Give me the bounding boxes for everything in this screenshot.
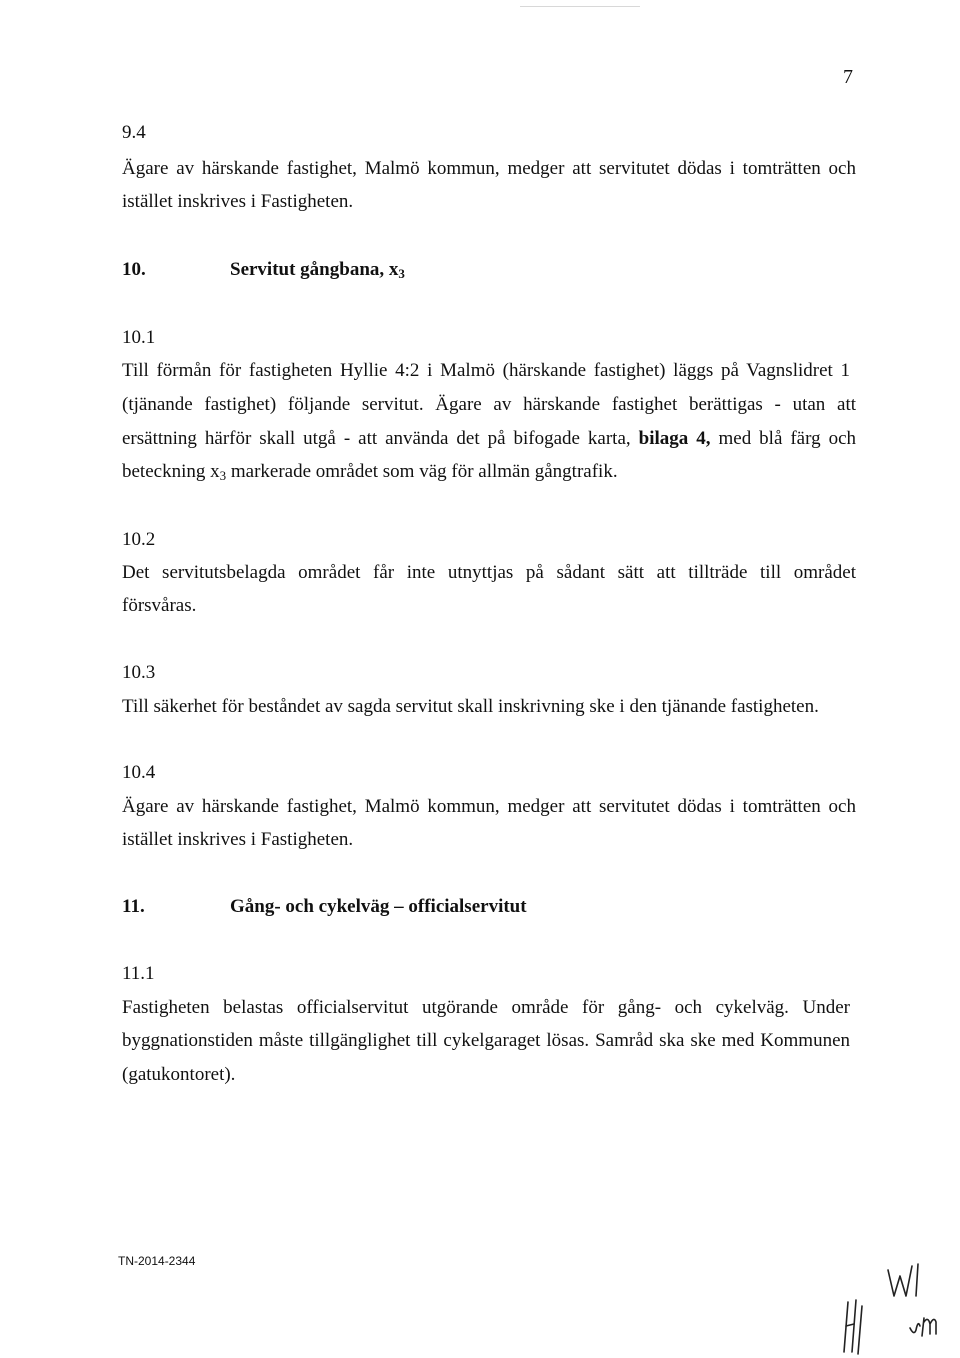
section-number-10-2: 10.2 bbox=[122, 529, 156, 550]
section-11-1-line-3: (gatukontoret). bbox=[122, 1064, 236, 1085]
section-10-title: Servitut gångbana, x bbox=[230, 259, 399, 280]
section-10-1-line-4 bbox=[122, 461, 618, 487]
section-number-10-3: 10.3 bbox=[122, 662, 156, 683]
section-10-4-line-2: istället inskrives i Fastigheten. bbox=[122, 829, 354, 850]
section-number-10: 10. bbox=[122, 259, 146, 280]
section-11-title: Gång- och cykelväg – officialservitut bbox=[230, 896, 527, 917]
x3-subscript: 3 bbox=[219, 468, 227, 483]
section-number-10-1: 10.1 bbox=[122, 327, 156, 348]
handwritten-initials bbox=[820, 1256, 940, 1356]
section-10-1-line-3 bbox=[122, 428, 856, 450]
section-11-1-line-2: byggnationstiden måste tillgänglighet till cykelgaraget lösas. Samråd ska ske med Kommunen bbox=[122, 1030, 850, 1051]
bilaga-reference: bilaga 4, bbox=[638, 428, 711, 449]
section-10-1-line-4-start: beteckning x bbox=[122, 461, 220, 482]
section-10-1-line-3-start: ersättning härför skall utgå - att använda det på bifogade karta, bbox=[122, 428, 631, 449]
section-10-1-line-1: Till förmån för fastigheten Hyllie 4:2 i Malmö (härskande fastighet) läggs på Vagnslidret 1 bbox=[122, 360, 850, 381]
section-11-1-line-1: Fastigheten belastas officialservitut utgörande område för gång- och cykelväg. Under bbox=[122, 997, 850, 1018]
section-10-3-line-1: Till säkerhet för beståndet av sagda servitut skall inskrivning ske i den tjänande fastigheten. bbox=[122, 696, 819, 717]
document-id: TN-2014-2344 bbox=[118, 1254, 196, 1268]
section-10-1-line-2: (tjänande fastighet) följande servitut. Ägare av härskande fastighet berättigas - utan att bbox=[122, 394, 856, 415]
section-9-4-line-1: Ägare av härskande fastighet, Malmö kommun, medger att servitutet dödas i tomträtten och bbox=[122, 158, 856, 179]
section-number-10-4: 10.4 bbox=[122, 762, 156, 783]
section-10-1-line-3-end: med blå färg och bbox=[718, 428, 857, 449]
section-number-11: 11. bbox=[122, 896, 145, 917]
section-number-9-4: 9.4 bbox=[122, 122, 146, 143]
section-10-1-line-4-end: markerade området som väg för allmän gångtrafik. bbox=[230, 461, 618, 482]
section-10-2-line-2: försvåras. bbox=[122, 595, 197, 616]
scan-edge-line bbox=[520, 6, 640, 7]
section-number-11-1: 11.1 bbox=[122, 963, 155, 984]
page-number: 7 bbox=[843, 66, 853, 88]
section-10-2-line-1: Det servitutsbelagda området får inte utnyttjas på sådant sätt att tillträde till området bbox=[122, 562, 856, 583]
section-9-4-line-2: istället inskrives i Fastigheten. bbox=[122, 191, 354, 212]
section-10-4-line-1: Ägare av härskande fastighet, Malmö kommun, medger att servitutet dödas i tomträtten och bbox=[122, 796, 856, 817]
section-10-title-subscript: 3 bbox=[398, 266, 405, 281]
section-10-heading bbox=[230, 259, 405, 285]
